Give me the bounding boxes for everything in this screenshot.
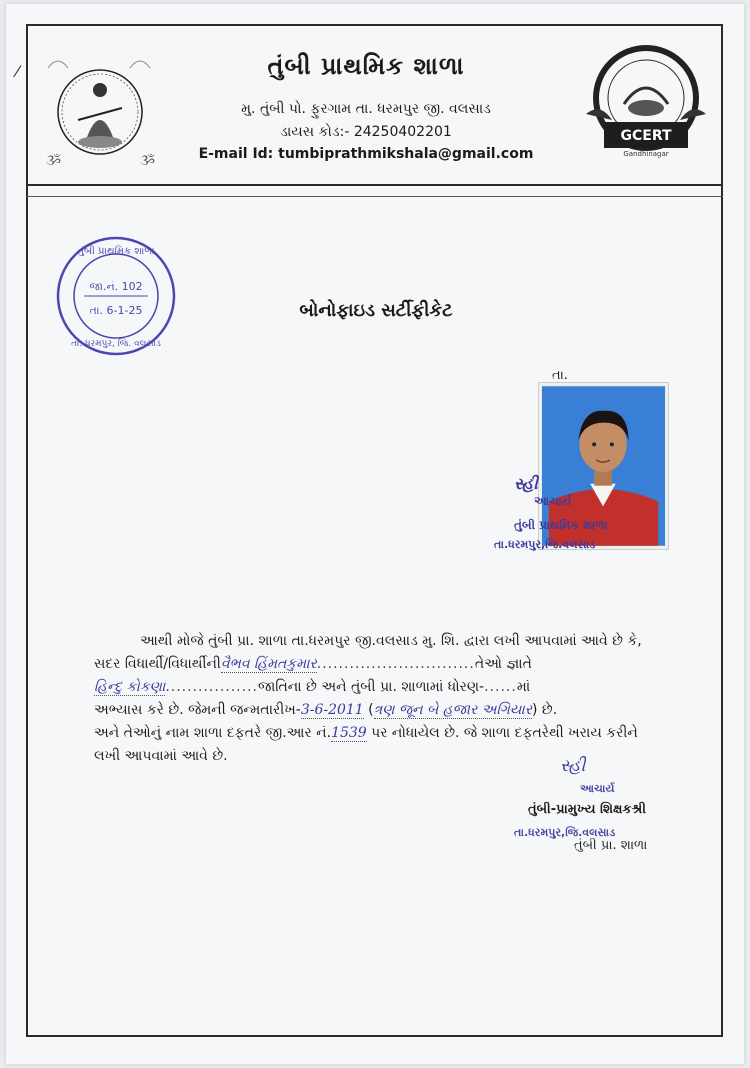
photo-attest-stamp	[486, 474, 626, 558]
body-l4-suffix: છે.	[541, 702, 558, 718]
body-l3-mid: જાતિના છે અને તુંબી પ્રા. શાળામાં ધોરણ-	[257, 679, 485, 695]
body-line-3	[94, 676, 674, 699]
photo-signature: સ્હી	[514, 474, 538, 493]
school-address: મુ. તુંબી પો. ફુરગામ તા. ધરમપુર જી. વલસાડ	[241, 101, 491, 117]
saraswati-logo-icon	[38, 50, 158, 172]
sign-stamp-line2: તા.ધરમપુર,જિ.વલસાડ	[514, 826, 616, 839]
body-line-5	[94, 722, 674, 745]
photo-stamp-line3: તા.ધરમપુર,જિ.વલસાડ	[494, 538, 596, 551]
sign-school: તુંબી પ્રા. શાળા	[574, 838, 648, 853]
certificate-paper	[6, 4, 744, 1064]
gcert-logo-icon	[580, 42, 712, 158]
dob-in-words: ત્રણ જૂન બે હજાર અગિયાર	[373, 702, 532, 718]
gcert-sub: Gandhinagar	[623, 150, 669, 158]
body-l5-suffix: પર નોધાયેલ છે. જે શાળા દફતરેથી ખરાય કરીને	[371, 725, 638, 741]
certificate-body	[94, 630, 674, 768]
certificate-title: બોનોફાઇડ સર્ટીફીકેટ	[299, 300, 453, 321]
svg-text:ૐ: ૐ	[46, 153, 62, 169]
principal-signature: સ્હી	[560, 756, 586, 776]
body-line-4: અભ્યાસ કરે છે. જેમની જન્મતારીખ-3-6-2011 (ત્રણ જૂન બે હજાર અગિયાર) છે.	[94, 702, 558, 718]
date-of-birth: 3-6-2011	[300, 702, 364, 718]
dots-2: .................	[165, 679, 258, 695]
header-divider	[26, 184, 723, 186]
body-l4-prefix: અભ્યાસ કરે છે. જેમની જન્મતારીખ-	[94, 702, 301, 718]
body-l3-suffix: માં	[516, 679, 531, 695]
svg-text:ૐ: ૐ	[140, 153, 156, 169]
stamp-bottom-text: તા. ધરમપુર, જિ. વલસાડ	[71, 339, 161, 349]
body-l5-prefix: અને તેઓનું નામ શાળા દફતરે જી.આર નં.	[94, 725, 332, 741]
header-divider-inner	[26, 196, 723, 197]
sign-stamp-line1: આચાર્ય	[580, 782, 615, 795]
stamp-date: તા. 6-1-25	[89, 304, 143, 317]
gcert-text: GCERT	[620, 128, 672, 144]
body-line-2	[94, 653, 674, 676]
body-l2-prefix: સદર વિધાર્થી/વિધાર્થીની	[94, 656, 221, 672]
dise-code: ડાયસ કોડ:- 24250402201	[280, 124, 452, 140]
school-name: તુંબી પ્રાથમિક શાળા	[267, 52, 465, 80]
body-line-1: આથી મોજે તુંબી પ્રા. શાળા તા.ધરમપુર જી.વલસાડ મુ. શિ. દ્વારા લખી આપવામાં આવે છે કે,	[140, 633, 642, 649]
photo-stamp-line1: આચાર્ય	[534, 494, 572, 508]
round-school-stamp	[54, 234, 178, 358]
date-label: તા.	[552, 368, 568, 383]
body-l2-suffix: તેઓ જ્ઞાતે	[474, 656, 532, 672]
school-email: E-mail Id: tumbiprathmikshala@gmail.com	[198, 146, 534, 162]
gr-number: 1539	[331, 725, 367, 741]
stamp-inward-no: જા.નં. 102	[89, 280, 143, 293]
margin-mark: ⁄	[16, 62, 19, 81]
caste-value: હિન્દુ કોકણા	[94, 679, 166, 695]
photo-stamp-line2: તુંબી પ્રાથમિક શાળા	[514, 518, 608, 532]
dots-1: .............................	[316, 656, 475, 672]
stamp-ring-text: તુંબી પ્રાથમિક શાળા	[77, 246, 155, 257]
body-line-6: લખી આપવામાં આવે છે.	[94, 748, 228, 764]
sign-title: તુંબી-પ્રામુખ્ય શિક્ષકશ્રી	[528, 802, 646, 817]
dots-3: ......	[484, 679, 517, 695]
student-name: વૈભવ હિંમતકુમાર	[220, 656, 317, 672]
